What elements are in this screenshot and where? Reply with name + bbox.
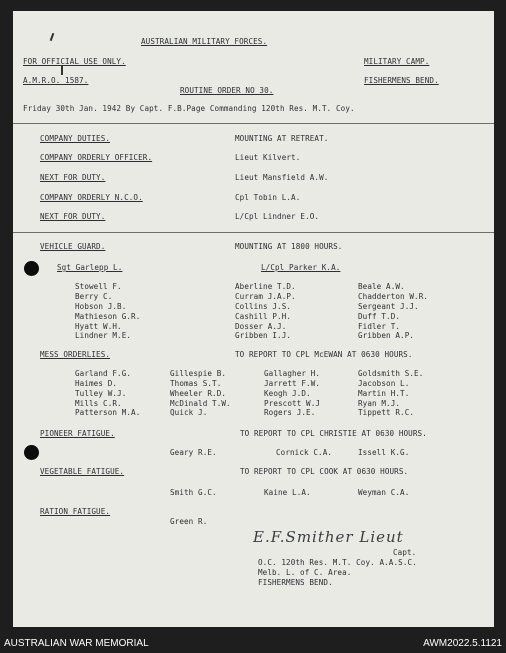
mess-member: Prescott W.J [264,399,321,408]
document-title: AUSTRALIAN MILITARY FORCES. [141,37,268,46]
guard-member: Dosser A.J. [235,322,287,331]
guard-member: Sergeant J.J. [358,302,419,311]
camp-label: MILITARY CAMP. [364,57,430,66]
guard-member: Gribben I.J. [235,331,292,340]
duty-role: NEXT FOR DUTY. [40,173,106,182]
signature-line: Melb. L. of C. Area. [258,568,352,577]
duty-value: L/Cpl Lindner E.O. [235,212,320,221]
mess-member: Jacobson L. [358,379,410,388]
guard-member: Cashill P.H. [235,312,292,321]
mess-member: Jarrett F.W. [264,379,321,388]
duty-role: COMPANY ORDERLY N.C.O. [40,193,143,202]
signature-handwriting: E.F.Smither Lieut [253,528,404,546]
guard-leader: Sgt Garlepp L. [57,263,123,272]
duty-value: Cpl Tobin L.A. [235,193,301,202]
pioneer-member: Cornick C.A. [276,448,333,457]
vehicle-guard-mounting: MOUNTING AT 1800 HOURS. [235,242,343,251]
divider [13,232,494,233]
order-date-line: Friday 30th Jan. 1942 By Capt. F.B.Page Commanding 120th Res. M.T. Coy. [23,104,355,113]
duty-role: COMPANY ORDERLY OFFICER. [40,153,153,162]
mess-member: Gallagher H. [264,369,321,378]
guard-member: Aberline T.D. [235,282,296,291]
guard-member: Collins J.S. [235,302,292,311]
mess-member: Garland F.G. [75,369,132,378]
guard-member: Fidler T. [358,322,401,331]
guard-leader: L/Cpl Parker K.A. [261,263,341,272]
amro-number: A.M.R.O. 1587. [23,76,89,85]
guard-member: Hyatt W.H. [75,322,122,331]
footer-credit: AUSTRALIAN WAR MEMORIAL [4,638,149,649]
duty-value: MOUNTING AT RETREAT. [235,134,329,143]
vegetable-member: Smith G.C. [170,488,217,497]
punch-hole [24,261,39,276]
mess-member: Gillespie B. [170,369,227,378]
mess-member: Goldsmith S.E. [358,369,424,378]
pioneer-instruction: TO REPORT TO CPL CHRISTIE AT 0630 HOURS. [240,429,427,438]
duty-role: NEXT FOR DUTY. [40,212,106,221]
mess-orderlies-heading: MESS ORDERLIES. [40,350,111,359]
mess-member: Haimes D. [75,379,118,388]
pioneer-fatigue-heading: PIONEER FATIGUE. [40,429,115,438]
mess-member: Mills C.R. [75,399,122,408]
signature-line: O.C. 120th Res. M.T. Coy. A.A.S.C. [258,558,417,567]
mess-member: Patterson M.A. [75,408,141,417]
vegetable-member: Kaine L.A. [264,488,311,497]
location-label: FISHERMENS BEND. [364,76,439,85]
guard-member: Beale A.W. [358,282,405,291]
guard-member: Berry C. [75,292,113,301]
duty-role: COMPANY DUTIES. [40,134,111,143]
mess-instruction: TO REPORT TO CPL McEWAN AT 0630 HOURS. [235,350,413,359]
guard-member: Curram J.A.P. [235,292,296,301]
mess-member: Tippett R.C. [358,408,415,417]
vegetable-member: Weyman C.A. [358,488,410,497]
duty-value: Lieut Mansfield A.W. [235,173,329,182]
mess-member: Keogh J.D. [264,389,311,398]
mess-member: McDinald T.W. [170,399,231,408]
vegetable-fatigue-heading: VEGETABLE FATIGUE. [40,467,125,476]
mess-member: Martin H.T. [358,389,410,398]
mess-member: Quick J. [170,408,208,417]
pioneer-member: Geary R.E. [170,448,217,457]
ration-member: Green R. [170,517,208,526]
guard-member: Chadderton W.R. [358,292,429,301]
punch-hole [24,445,39,460]
divider [13,123,494,124]
order-number: ROUTINE ORDER NO 30. [180,86,274,95]
vegetable-instruction: TO REPORT TO CPL COOK AT 0630 HOURS. [240,467,409,476]
signature-rank: Capt. [393,548,417,557]
ration-fatigue-heading: RATION FATIGUE. [40,507,111,516]
guard-member: Hobson J.B. [75,302,127,311]
mess-member: Tulley W.J. [75,389,127,398]
guard-member: Lindner M.E. [75,331,132,340]
official-use-label: FOR OFFICIAL USE ONLY. [23,57,126,66]
pioneer-member: Issell K.G. [358,448,410,457]
guard-member: Stowell F. [75,282,122,291]
pen-mark [61,65,63,75]
duty-value: Lieut Kilvert. [235,153,301,162]
signature-line: FISHERMENS BEND. [258,578,333,587]
guard-member: Mathieson G.R. [75,312,141,321]
mess-member: Wheeler R.D. [170,389,227,398]
mess-member: Thomas S.T. [170,379,222,388]
mess-member: Ryan M.J. [358,399,401,408]
vehicle-guard-heading: VEHICLE GUARD. [40,242,106,251]
guard-member: Gribben A.P. [358,331,415,340]
footer-accession-number: AWM2022.5.1121 [423,638,502,649]
guard-member: Duff T.D. [358,312,401,321]
mess-member: Rogers J.E. [264,408,316,417]
